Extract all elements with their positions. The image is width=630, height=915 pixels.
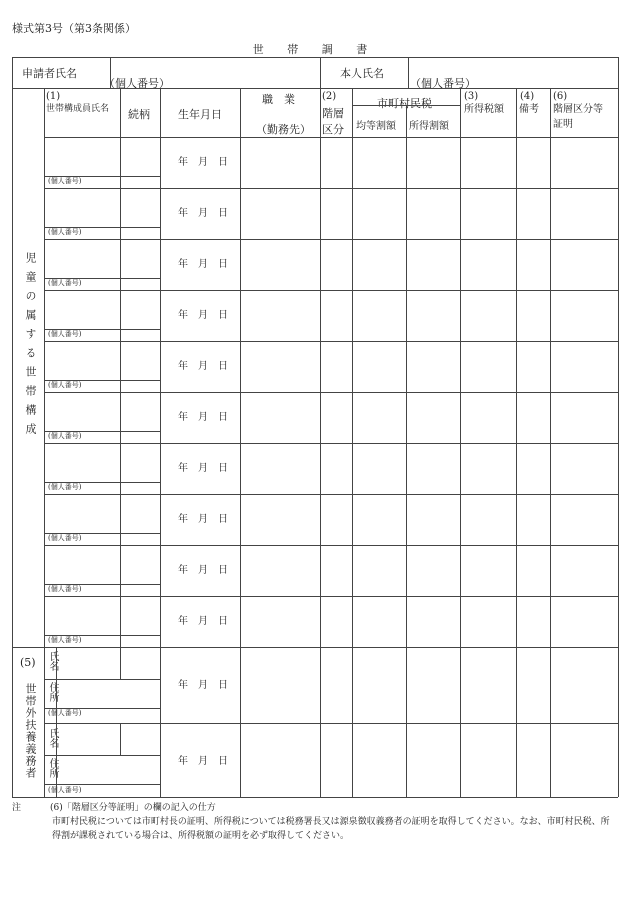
member-id-label: (個人番号)	[48, 279, 82, 287]
member-birthdate: 年 月 日	[178, 514, 228, 525]
member-id-label: (個人番号)	[48, 534, 82, 542]
applicant-name-label: 申請者氏名	[22, 67, 77, 80]
col-class-line2: 区分	[322, 123, 344, 136]
outside-section-num: (5)	[20, 656, 36, 669]
col-workplace: （勤務先）	[256, 123, 311, 136]
member-birthdate: 年 月 日	[178, 208, 228, 219]
member-id-label: (個人番号)	[48, 636, 82, 644]
member-birthdate: 年 月 日	[178, 259, 228, 270]
note-body: 市町村民税については市町村長の証明、所得税については税務署長又は源泉徴収義務者の証明を取得してください。なお、市町村民税、所得割が課税されている場合は、所得税額の証明を必ず取得してください。	[52, 817, 610, 841]
obligor-2-address-label: 住所	[47, 758, 58, 778]
col-class-num: (2)	[322, 91, 337, 102]
form-reference: 様式第3号（第3条関係）	[12, 22, 136, 35]
col-remarks-num: (4)	[520, 91, 535, 102]
member-birthdate: 年 月 日	[178, 412, 228, 423]
obligor-2-id-label: (個人番号)	[48, 786, 82, 794]
obligor-2-name-label: 氏名	[47, 728, 58, 748]
obligor-1-birthdate: 年 月 日	[178, 680, 228, 691]
member-id-label: (個人番号)	[48, 483, 82, 491]
household-survey-table	[12, 57, 618, 797]
member-birthdate: 年 月 日	[178, 310, 228, 321]
member-id-label: (個人番号)	[48, 381, 82, 389]
col-per-capita: 均等割額	[356, 121, 396, 132]
col-remarks: 備考	[519, 104, 539, 115]
member-birthdate: 年 月 日	[178, 565, 228, 576]
col-certification-line2: 証明	[553, 119, 573, 130]
col-birthdate: 生年月日	[178, 108, 222, 121]
applicant-id-label: （個人番号）	[104, 77, 170, 90]
member-id-label: (個人番号)	[48, 330, 82, 338]
outside-section-label: 世帯外扶養義務者	[24, 683, 37, 779]
member-birthdate: 年 月 日	[178, 361, 228, 372]
person-name-field[interactable]	[412, 60, 612, 76]
col-certification-num: (6)	[553, 91, 568, 102]
col-class-line1: 階層	[322, 107, 344, 120]
col-member-num: (1)	[46, 91, 61, 102]
member-id-label: (個人番号)	[48, 585, 82, 593]
notes	[12, 801, 618, 843]
person-name-label: 本人氏名	[340, 67, 384, 80]
note-heading: (6)「階層区分等証明」の欄の記入の仕方	[50, 803, 216, 813]
col-member-name: 世帯構成員氏名	[46, 104, 110, 114]
member-birthdate: 年 月 日	[178, 616, 228, 627]
obligor-1-name-label: 氏名	[47, 651, 58, 671]
col-income-tax-num: (3)	[464, 91, 479, 102]
col-relation: 続柄	[128, 108, 150, 121]
person-id-label: （個人番号）	[410, 77, 476, 90]
member-id-label: (個人番号)	[48, 177, 82, 185]
col-municipal-tax: 市町村民税	[377, 97, 432, 110]
member-id-label: (個人番号)	[48, 228, 82, 236]
note-lead: 注	[12, 803, 22, 813]
household-section-label: 児童の属する世帯構成	[24, 252, 37, 442]
obligor-2-birthdate: 年 月 日	[178, 756, 228, 767]
obligor-1-address-label: 住所	[47, 682, 58, 702]
document-title: 世 帯 調 書	[252, 43, 378, 56]
member-birthdate: 年 月 日	[178, 157, 228, 168]
member-id-label: (個人番号)	[48, 432, 82, 440]
col-occupation: 職 業	[262, 93, 295, 106]
member-birthdate: 年 月 日	[178, 463, 228, 474]
obligor-1-id-label: (個人番号)	[48, 709, 82, 717]
col-income-levy: 所得割額	[409, 121, 449, 132]
col-certification-line1: 階層区分等	[553, 104, 603, 115]
applicant-name-field[interactable]	[122, 60, 320, 86]
col-income-tax: 所得税額	[464, 104, 504, 115]
